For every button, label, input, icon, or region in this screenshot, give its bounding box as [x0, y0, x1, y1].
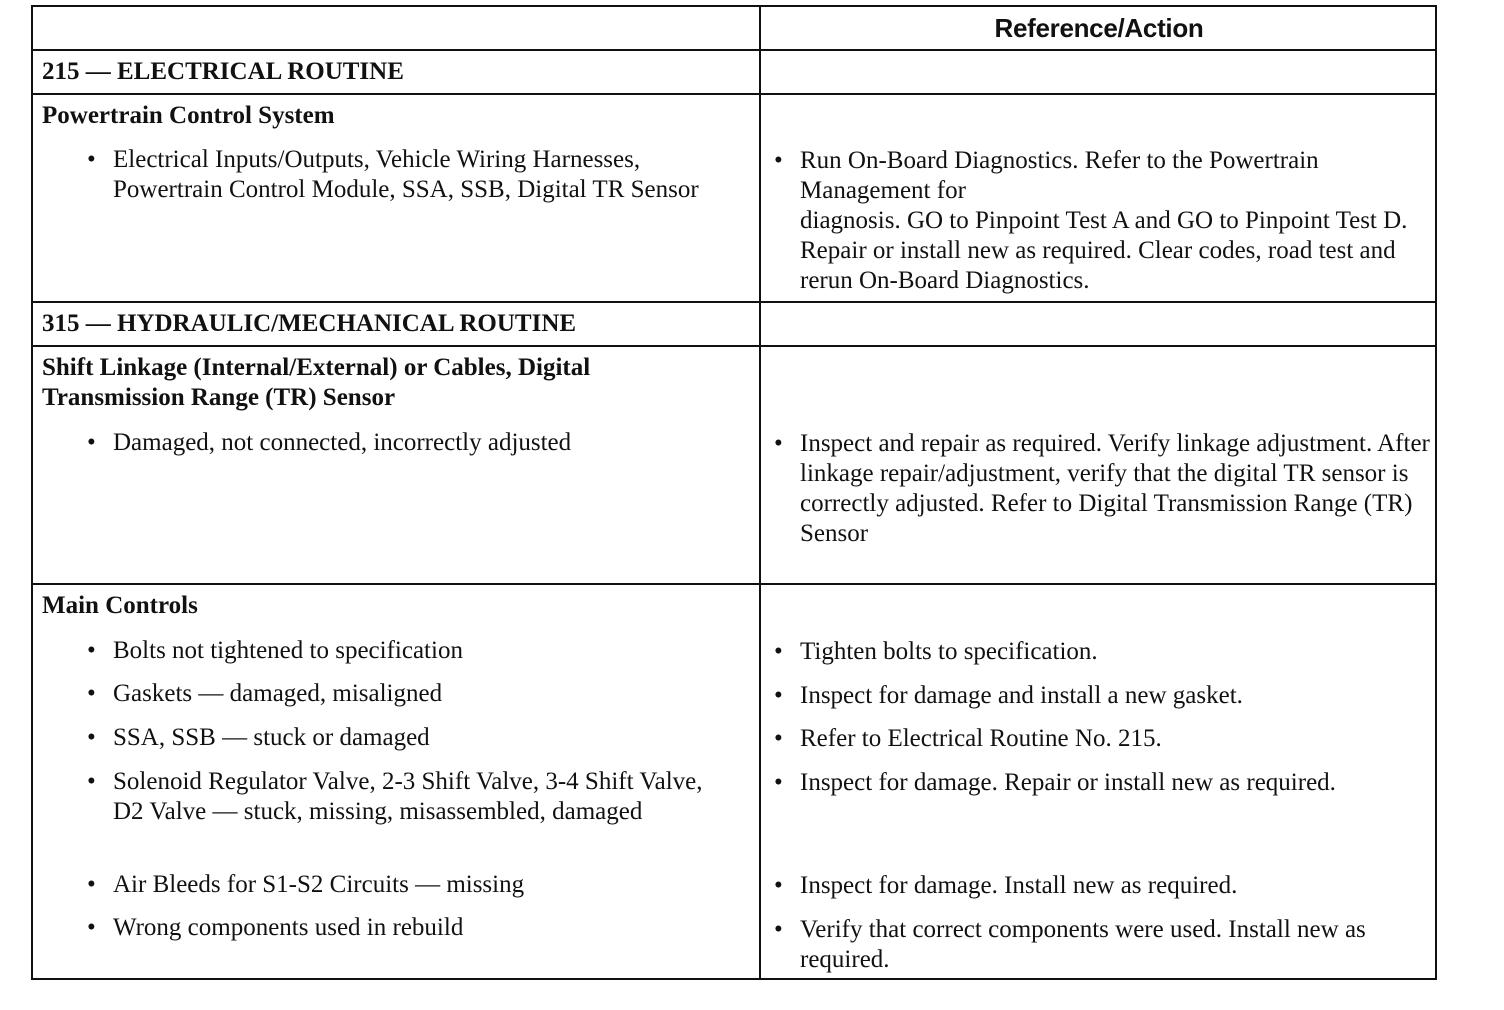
action-powertrain — [774, 146, 1430, 296]
action-text-line2: diagnosis. GO to Pinpoint Test A and GO to Pinpoint Test D. Repair or install new as required. Clear codes, road test and rerun On-Board Diagnostics. — [800, 207, 1408, 294]
condition-main-controls-1 — [87, 636, 743, 666]
bullet-icon: • — [774, 682, 783, 709]
bullet-icon: • — [87, 429, 96, 456]
bullet-icon: • — [87, 146, 96, 173]
section-title-electrical: 215 — ELECTRICAL ROUTINE — [42, 58, 404, 85]
action-text: Tighten bolts to specification. — [800, 638, 1098, 665]
bullet-icon: • — [87, 871, 96, 898]
bullet-icon: • — [774, 147, 783, 174]
action-main-controls-1 — [774, 637, 1430, 667]
action-shift-linkage — [774, 429, 1430, 549]
bullet-icon: • — [774, 638, 783, 665]
row-divider-215 — [33, 93, 1435, 95]
condition-shift-linkage — [87, 428, 743, 458]
action-text: Verify that correct components were used. Install new as required. — [800, 916, 1366, 973]
condition-powertrain — [87, 145, 733, 205]
bullet-icon: • — [87, 680, 96, 707]
action-main-controls-3 — [774, 724, 1430, 754]
condition-main-controls-5 — [87, 870, 743, 900]
action-main-controls-5 — [774, 871, 1430, 901]
condition-text: Electrical Inputs/Outputs, Vehicle Wiring Harnesses, Powertrain Control Module, SSA, SSB, Digital TR Sensor — [113, 146, 699, 203]
row-divider-shift-linkage — [33, 583, 1435, 585]
group-title-shift-linkage: Shift Linkage (Internal/External) or Cables, Digital Transmission Range (TR) Sensor — [42, 354, 591, 411]
bullet-icon: • — [774, 430, 783, 457]
action-text: Inspect and repair as required. Verify linkage adjustment. After linkage repair/adjustment, verify that the digital TR sensor is correctly adjusted. Refer to Digital Transmission Range (TR) Sensor — [800, 430, 1430, 547]
condition-main-controls-2 — [87, 679, 743, 709]
bullet-icon: • — [87, 724, 96, 751]
bullet-icon: • — [774, 872, 783, 899]
condition-main-controls-3 — [87, 723, 743, 753]
action-text: Refer to Electrical Routine No. 215. — [800, 725, 1162, 752]
condition-text: Bolts not tightened to specification — [113, 637, 463, 664]
action-main-controls-6 — [774, 915, 1430, 975]
condition-text: SSA, SSB — stuck or damaged — [113, 724, 430, 751]
row-divider-powertrain — [33, 301, 1435, 303]
action-text: Inspect for damage. Repair or install new as required. — [800, 769, 1336, 796]
bullet-icon: • — [87, 637, 96, 664]
row-divider-315 — [33, 345, 1435, 347]
column-divider — [759, 7, 761, 978]
condition-text: Air Bleeds for S1-S2 Circuits — missing — [113, 871, 525, 898]
bullet-icon: • — [87, 914, 96, 941]
bullet-icon: • — [774, 725, 783, 752]
bullet-icon: • — [774, 916, 783, 943]
condition-text: Gaskets — damaged, misaligned — [113, 680, 443, 707]
action-text: Inspect for damage and install a new gasket. — [800, 682, 1243, 709]
group-title-powertrain: Powertrain Control System — [42, 102, 335, 129]
condition-text: Damaged, not connected, incorrectly adjusted — [113, 429, 572, 456]
group-title-main-controls: Main Controls — [42, 592, 198, 619]
reference-action-header: Reference/Action — [994, 13, 1204, 43]
condition-main-controls-4 — [87, 767, 733, 827]
condition-text: Solenoid Regulator Valve, 2-3 Shift Valve, 3-4 Shift Valve, D2 Valve — stuck, missing, misassembled, damaged — [113, 768, 703, 825]
section-title-hydraulic: 315 — HYDRAULIC/MECHANICAL ROUTINE — [42, 310, 577, 337]
bullet-icon: • — [774, 769, 783, 796]
condition-text: Wrong components used in rebuild — [113, 914, 464, 941]
condition-main-controls-6 — [87, 913, 743, 943]
diagnosis-table — [31, 5, 1437, 980]
bullet-icon: • — [87, 768, 96, 795]
action-text-line1: Run On-Board Diagnostics. Refer to the Powertrain Management for — [800, 147, 1319, 204]
action-main-controls-4 — [774, 768, 1430, 798]
action-text: Inspect for damage. Install new as required. — [800, 872, 1238, 899]
action-main-controls-2 — [774, 681, 1430, 711]
